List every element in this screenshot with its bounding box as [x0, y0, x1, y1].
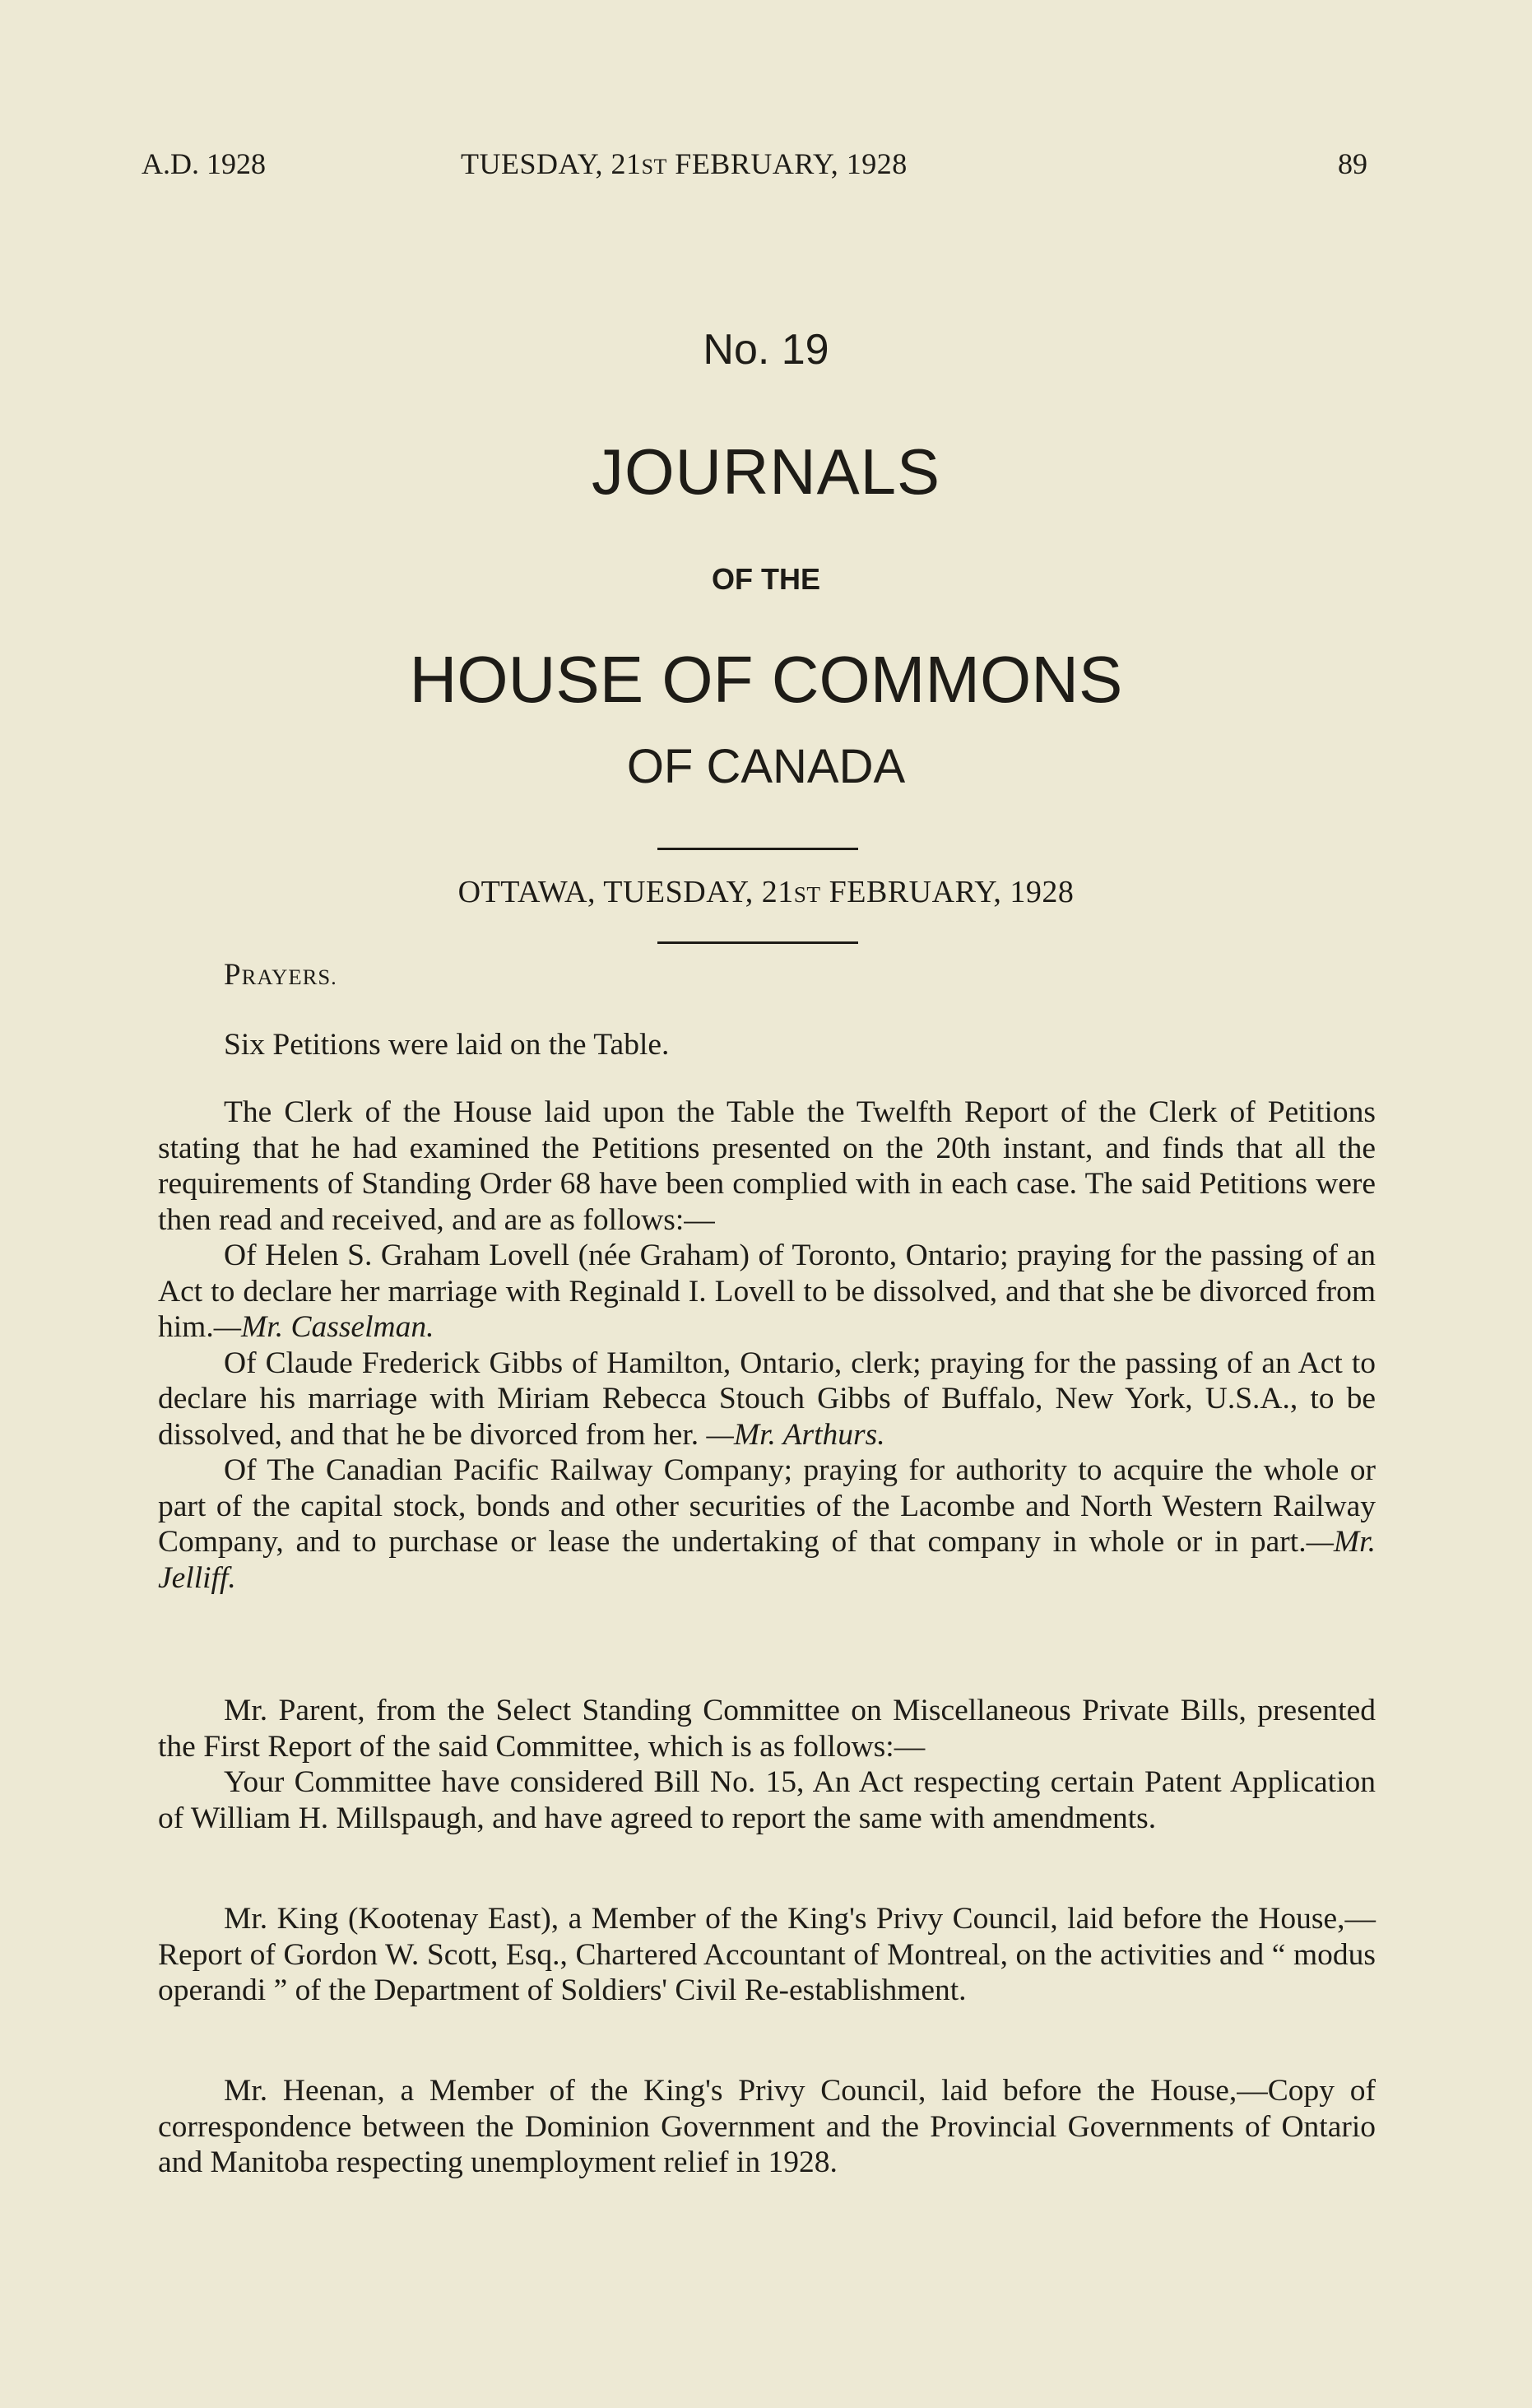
session-date-rest: FEBRUARY, 1928 [820, 875, 1075, 909]
running-header [142, 146, 1367, 188]
session-date-day: OTTAWA, TUESDAY, 21 [457, 875, 794, 909]
king-report-text: Mr. King (Kootenay East), a Member of the King's Privy Council, laid before the House,—Report of Gordon W. Scott, Esq., Chartered Accountant of Montreal, on the activities and “ modus operandi ” of the Department of Soldiers' Civil Re-establishment. [158, 1902, 1376, 2007]
committee-report-section [158, 1693, 1376, 1836]
petition-gibbs-text: Of Claude Frederick Gibbs of Hamilton, Ontario, clerk; praying for the passing of an Act to declare his marriage with Miriam Rebecca Stouch Gibbs of Buffalo, New York, U.S.A., to be dissolved, and that he be divorced from her. [158, 1346, 1376, 1452]
of-the-label: OF THE [712, 562, 820, 596]
header-date-day: TUESDAY, 21 [461, 147, 642, 180]
session-date [0, 874, 1532, 910]
committee-text: Your Committee have considered Bill No. 15, An Act respecting certain Patent Application of William H. Millspaugh, and have agreed to report the same with amendments. [158, 1765, 1376, 1835]
petition-lovell-mover: —Mr. Casselman. [213, 1310, 434, 1344]
parent-report-text: Mr. Parent, from the Select Standing Committee on Miscellaneous Private Bills, presented the First Report of the said Committee, which is as follows:— [158, 1694, 1376, 1764]
divider-top [657, 848, 858, 850]
petition-gibbs [158, 1346, 1376, 1453]
divider-bottom [657, 941, 858, 944]
petitions-laid-paragraph [158, 1027, 1376, 1063]
petition-lovell-text: Of Helen S. Graham Lovell (née Graham) of Toronto, Ontario; praying for the passing of an Act to declare her marriage with Reginald I. Lovell to be dissolved, and that she be divorced from him. [158, 1239, 1376, 1344]
heenan-report-text: Mr. Heenan, a Member of the King's Privy Council, laid before the House,—Copy of correspondence between the Dominion Government and the Provincial Governments of Ontario and Manitoba respecting unemployment relief in 1928. [158, 2074, 1376, 2179]
header-date-rest: FEBRUARY, 1928 [666, 147, 908, 180]
petition-lovell [158, 1238, 1376, 1346]
clerk-report-section [158, 1095, 1376, 1596]
session-date-ordinal: ST [793, 882, 821, 907]
heenan-report-section [158, 2073, 1376, 2181]
clerk-report-text: The Clerk of the House laid upon the Table the Twelfth Report of the Clerk of Petitions stating that he had examined the Petitions presented on the 20th instant, and finds that all the requirements of Standing Order 68 have been complied with in each case. The said Petitions were then read and received, and are as follows:— [158, 1095, 1376, 1237]
petition-cpr-text: Of The Canadian Pacific Railway Company; praying for authority to acquire the whole or part of the capital stock, bonds and other securities of the Lacombe and North Western Railway Company, and to purchase or lease the undertaking of that company in whole or in part. [158, 1453, 1376, 1559]
header-year: A.D. 1928 [142, 147, 266, 180]
prayers-initial: P [224, 958, 242, 992]
issue-number: No. 19 [703, 326, 829, 374]
prayers-heading [224, 957, 337, 992]
header-date-ordinal: ST [641, 155, 667, 179]
journals-title: JOURNALS [591, 435, 941, 508]
king-report-section [158, 1901, 1376, 2009]
of-canada-title: OF CANADA [626, 740, 906, 793]
petition-cpr [158, 1453, 1376, 1596]
house-of-commons-title: HOUSE OF COMMONS [409, 643, 1123, 716]
petition-gibbs-mover: —Mr. Arthurs. [706, 1417, 885, 1452]
petition-cpr-mover: —Mr. Jelliff. [158, 1525, 1376, 1595]
page-number: 89 [1338, 147, 1367, 180]
petitions-laid-text: Six Petitions were laid on the Table. [224, 1028, 670, 1062]
header-date [461, 146, 908, 181]
prayers-rest: RAYERS. [241, 965, 337, 989]
